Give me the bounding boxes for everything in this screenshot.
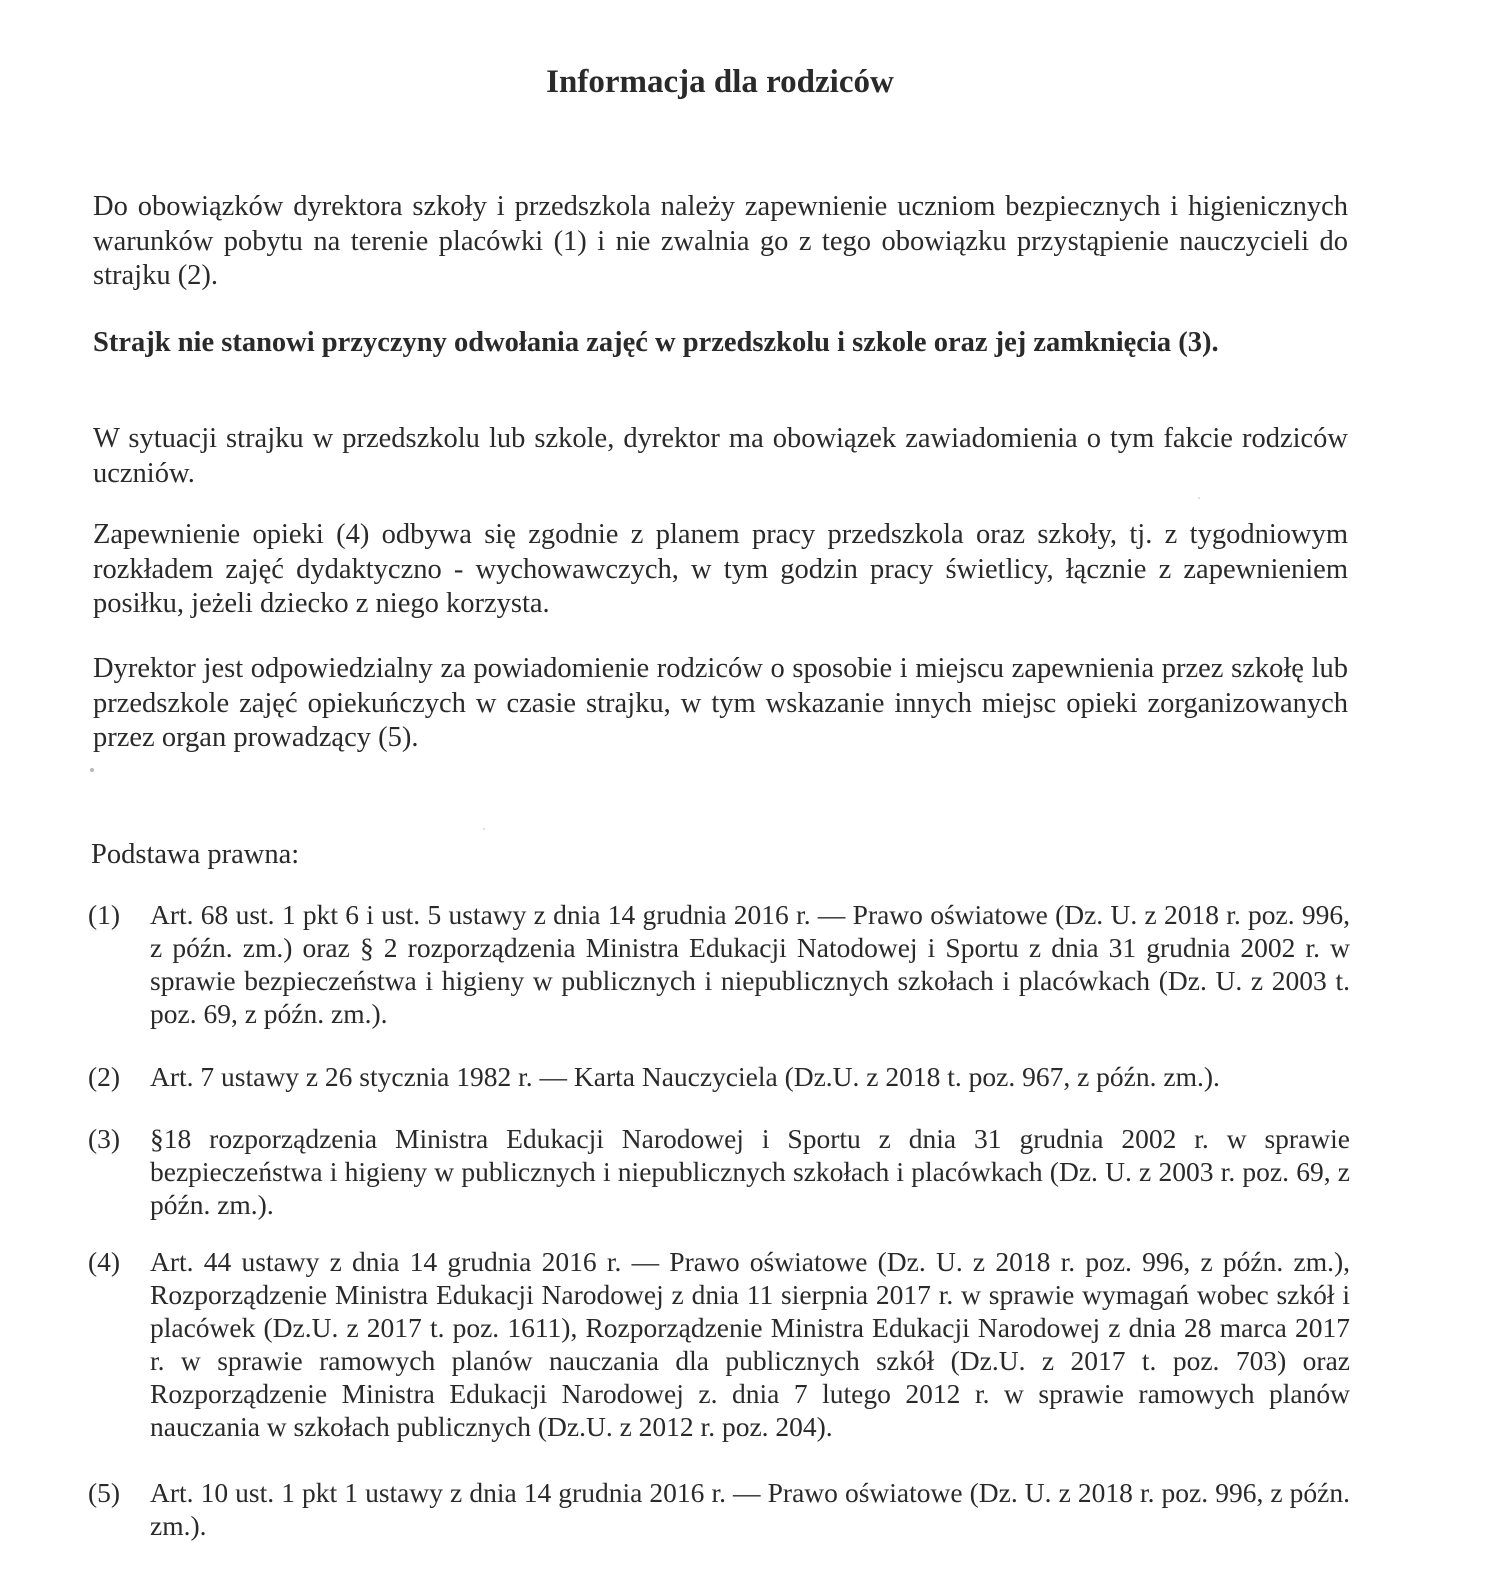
document-title: Informacja dla rodziców	[546, 64, 894, 100]
paragraph-parent-notification: W sytuacji strajku w przedszkolu lub szkole, dyrektor ma obowiązek zawiadomienia o tym fakcie rodziców uczniów.	[93, 423, 1348, 489]
legal-reference-4	[88, 1245, 1350, 1443]
reference-number: (5)	[88, 1477, 121, 1508]
scan-speck	[1198, 497, 1200, 499]
reference-text: Art. 44 ustawy z dnia 14 grudnia 2016 r. — Prawo oświatowe (Dz. U. z 2018 r. poz. 996, z późn. zm.), Rozporządzenie Ministra Edukacji Narodowej z dnia 11 sierpnia 2017 r. w sprawie wymagań wobec szkół i placówek (Dz.U. z 2017 t. poz. 1611), Rozporządzenie Ministra Edukacji Narodowej z dnia 28 marca 2017 r. w sprawie ramowych planów nauczania dla publicznych szkół (Dz.U. z 2017 t. poz. 703) oraz Rozporządzenie Ministra Edukacji Narodowej z. dnia 7 lutego 2012 r. w sprawie ramowych planów nauczania w szkołach publicznych (Dz.U. z 2012 r. poz. 204).	[150, 1246, 1350, 1442]
reference-number: (3)	[88, 1123, 121, 1154]
reference-text: Art. 10 ust. 1 pkt 1 ustawy z dnia 14 grudnia 2016 r. — Prawo oświatowe (Dz. U. z 2018 r. poz. 996, z późn. zm.).	[150, 1477, 1350, 1541]
paragraph-director-responsibility: Dyrektor jest odpowiedzialny za powiadomienie rodziców o sposobie i miejscu zapewnienia przez szkołę lub przedszkole zajęć opiekuńczych w czasie strajku, w tym wskazanie innych miejsc opieki zorganizowanych przez organ prowadzący (5).	[93, 653, 1348, 753]
legal-reference-2	[88, 1060, 1350, 1093]
reference-number: (1)	[88, 899, 121, 930]
reference-number: (4)	[88, 1246, 121, 1277]
reference-text: Art. 68 ust. 1 pkt 6 i ust. 5 ustawy z dnia 14 grudnia 2016 r. — Prawo oświatowe (Dz. U. z 2018 r. poz. 996, z późn. zm.) oraz § 2 rozporządzenia Ministra Edukacji Natodowej i Sportu z dnia 31 grudnia 2002 r. w sprawie bezpieczeństwa i higieny w publicznych i niepublicznych szkołach i placówkach (Dz. U. z 2003 t. poz. 69, z późn. zm.).	[150, 899, 1350, 1029]
legal-reference-1	[88, 898, 1350, 1030]
legal-reference-3	[88, 1122, 1350, 1221]
scan-speck	[483, 828, 485, 830]
legal-reference-5	[88, 1476, 1350, 1542]
paragraph-director-duties: Do obowiązków dyrektora szkoły i przedszkola należy zapewnienie uczniom bezpiecznych i higienicznych warunków pobytu na terenie placówki (1) i nie zwalnia go z tego obowiązku przystąpienie nauczycieli do strajku (2).	[93, 191, 1348, 291]
paragraph-strike-not-closure: Strajk nie stanowi przyczyny odwołania zajęć w przedszkolu i szkole oraz jej zamknięcia (3).	[93, 327, 1219, 358]
paragraph-care-provision: Zapewnienie opieki (4) odbywa się zgodnie z planem pracy przedszkola oraz szkoły, tj. z tygodniowym rozkładem zajęć dydaktyczno - wychowawczych, w tym godzin pracy świetlicy, łącznie z zapewnieniem posiłku, jeżeli dziecko z niego korzysta.	[93, 519, 1348, 619]
reference-number: (2)	[88, 1061, 121, 1092]
reference-text: Art. 7 ustawy z 26 stycznia 1982 r. — Karta Nauczyciela (Dz.U. z 2018 t. poz. 967, z późn. zm.).	[150, 1061, 1220, 1092]
scan-speck	[90, 768, 94, 772]
legal-basis-heading: Podstawa prawna:	[91, 839, 300, 870]
reference-text: §18 rozporządzenia Ministra Edukacji Narodowej i Sportu z dnia 31 grudnia 2002 r. w sprawie bezpieczeństwa i higieny w publicznych i niepublicznych szkołach i placówkach (Dz. U. z 2003 r. poz. 69, z późn. zm.).	[150, 1123, 1350, 1220]
